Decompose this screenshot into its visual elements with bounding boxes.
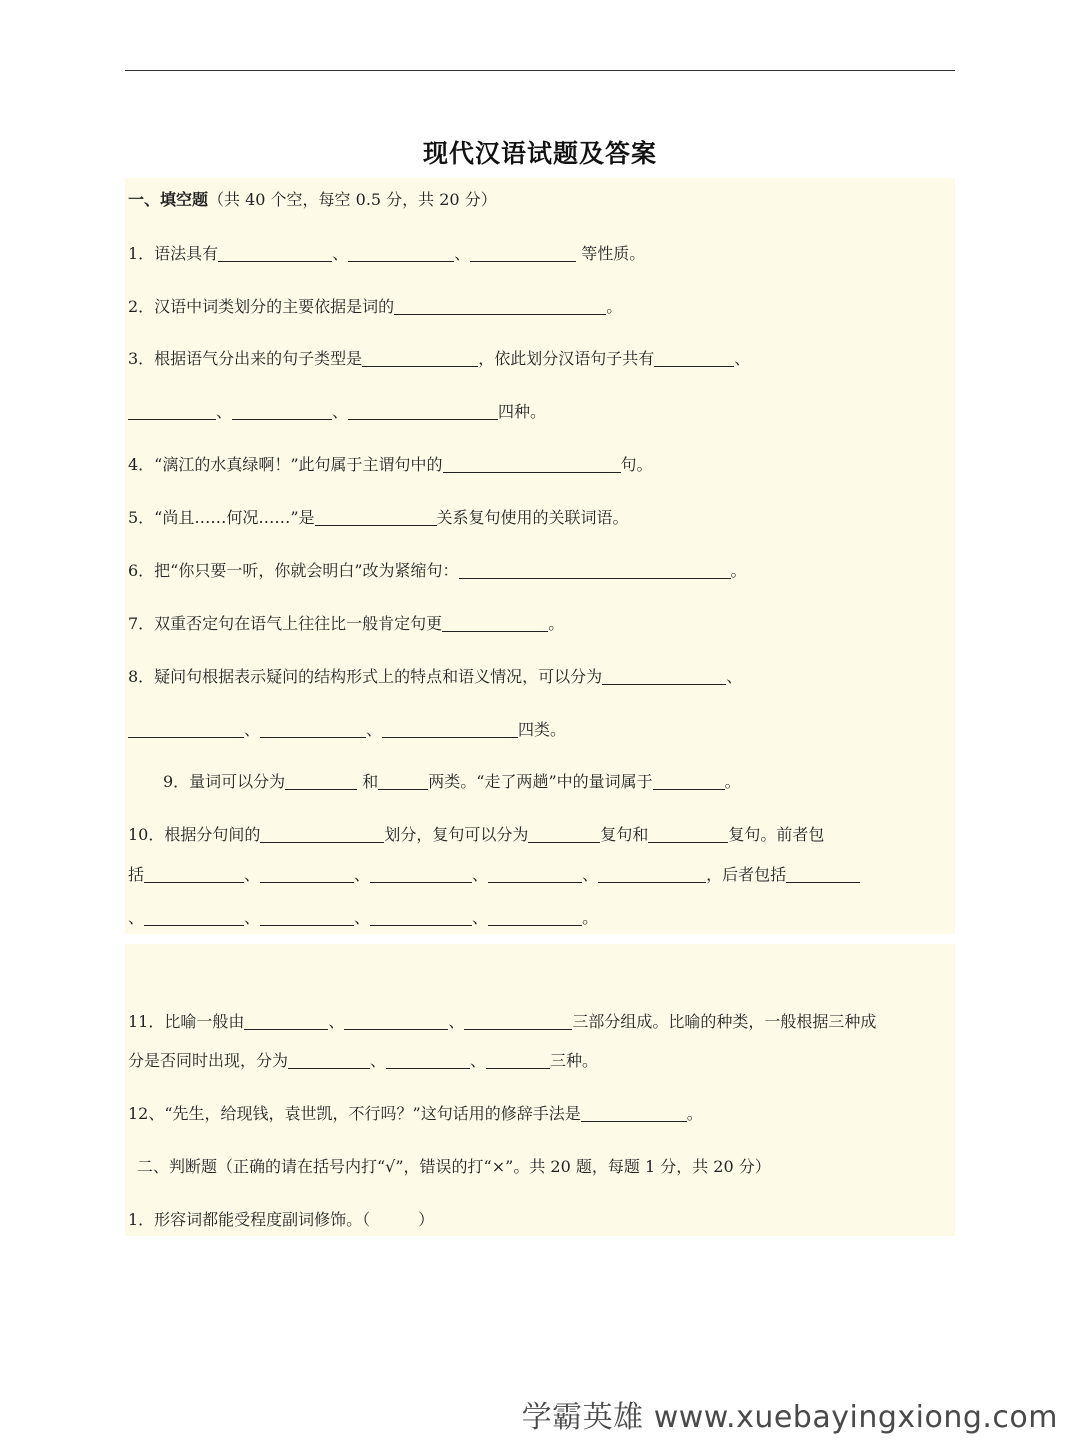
answer-blank[interactable] xyxy=(464,1012,572,1030)
question-text: 和 xyxy=(357,772,379,791)
answer-blank[interactable] xyxy=(285,772,357,790)
question-text: 。 xyxy=(730,561,747,580)
separator: 、 xyxy=(332,244,349,263)
answer-blank[interactable] xyxy=(386,1051,470,1069)
question-12 xyxy=(128,1101,703,1124)
separator: 、 xyxy=(328,1012,345,1031)
question-text: 复句和 xyxy=(600,825,649,844)
question-8-cont xyxy=(128,717,566,740)
answer-blank[interactable] xyxy=(442,614,548,632)
answer-blank[interactable] xyxy=(232,402,332,420)
question-text: 1．语法具有 xyxy=(128,244,219,263)
answer-blank[interactable] xyxy=(581,1104,687,1122)
answer-blank[interactable] xyxy=(144,865,244,883)
answer-blank[interactable] xyxy=(382,720,518,738)
answer-blank[interactable] xyxy=(394,297,606,315)
question-6 xyxy=(128,558,747,581)
separator: 、 xyxy=(472,908,489,927)
watermark: 学霸英雄 www.xuebayingxiong.com xyxy=(521,1400,1058,1435)
question-text: 。 xyxy=(686,1104,703,1123)
separator: 、 xyxy=(244,720,261,739)
answer-blank[interactable] xyxy=(488,908,582,926)
answer-blank[interactable] xyxy=(315,508,437,526)
question-text: ，后者包括 xyxy=(706,865,787,884)
question-8 xyxy=(128,664,742,687)
question-text: 。 xyxy=(548,614,565,633)
separator: 、 xyxy=(454,244,471,263)
question-text: ，依此划分汉语句子共有 xyxy=(478,349,655,368)
question-text: 11．比喻一般由 xyxy=(128,1012,245,1031)
question-3-cont xyxy=(128,399,546,422)
question-text: 5．“尚且……何况……”是 xyxy=(128,508,315,527)
question-text: 划分，复句可以分为 xyxy=(384,825,529,844)
answer-blank[interactable] xyxy=(362,349,478,367)
answer-blank[interactable] xyxy=(260,908,354,926)
question-text: 四种。 xyxy=(498,402,547,421)
question-11-cont xyxy=(128,1048,598,1071)
answer-blank[interactable] xyxy=(370,908,472,926)
separator: 、 xyxy=(726,667,743,686)
answer-blank[interactable] xyxy=(654,349,734,367)
question-2 xyxy=(128,294,622,317)
question-text: 8．疑问句根据表示疑问的结构形式上的特点和语义情况，可以分为 xyxy=(128,667,603,686)
answer-blank[interactable] xyxy=(348,244,454,262)
fill-in-panel xyxy=(125,178,955,934)
section-heading-true-false: 二、判断题（正确的请在括号内打“√”，错误的打“×”。共 20 题，每题 1 分，共 20 分） xyxy=(137,1157,771,1176)
question-4 xyxy=(128,452,653,475)
separator: 、 xyxy=(244,865,261,884)
section-note: （共 40 个空，每空 0.5 分，共 20 分） xyxy=(208,190,497,209)
separator: 、 xyxy=(244,908,261,927)
question-text: 3．根据语气分出来的句子类型是 xyxy=(128,349,363,368)
separator: 、 xyxy=(734,349,751,368)
question-text: 6．把“你只要一听，你就会明白”改为紧缩句： xyxy=(128,561,459,580)
question-5 xyxy=(128,505,629,528)
section-title: 一、填空题 xyxy=(128,190,209,209)
question-10-cont xyxy=(128,862,860,885)
question-11 xyxy=(128,1009,876,1032)
answer-blank[interactable] xyxy=(260,720,366,738)
section-heading-fill-in xyxy=(128,187,497,210)
answer-blank[interactable] xyxy=(260,865,354,883)
answer-blank[interactable] xyxy=(128,402,216,420)
separator: 、 xyxy=(354,865,371,884)
question-text: 括 xyxy=(128,865,145,884)
answer-blank[interactable] xyxy=(288,1051,370,1069)
judgment-question-1: 1．形容词都能受程度副词修饰。（ ） xyxy=(128,1210,435,1229)
answer-blank[interactable] xyxy=(144,908,244,926)
separator: 、 xyxy=(332,402,349,421)
question-text: 10．根据分句间的 xyxy=(128,825,261,844)
question-text: 4．“漓江的水真绿啊！”此句属于主谓句中的 xyxy=(128,455,443,474)
question-7 xyxy=(128,611,564,634)
answer-blank[interactable] xyxy=(648,825,728,843)
question-text: 等性质。 xyxy=(576,244,646,263)
answer-blank[interactable] xyxy=(459,561,731,579)
question-text: 三部分组成。比喻的种类，一般根据三种成 xyxy=(572,1012,877,1031)
separator: 、 xyxy=(366,720,383,739)
page-title: 现代汉语试题及答案 xyxy=(422,139,657,168)
question-text: 四类。 xyxy=(518,720,567,739)
question-text: 三种。 xyxy=(550,1051,599,1070)
answer-blank[interactable] xyxy=(528,825,600,843)
answer-blank[interactable] xyxy=(344,1012,448,1030)
separator: 、 xyxy=(470,1051,487,1070)
separator: 、 xyxy=(216,402,233,421)
answer-blank[interactable] xyxy=(128,720,244,738)
separator: 、 xyxy=(448,1012,465,1031)
answer-blank[interactable] xyxy=(786,865,860,883)
question-text: 9．量词可以分为 xyxy=(163,772,286,791)
question-3 xyxy=(128,346,750,369)
separator: 、 xyxy=(370,1051,387,1070)
answer-blank[interactable] xyxy=(470,244,576,262)
question-9 xyxy=(163,769,741,792)
question-text: 复句。前者包 xyxy=(728,825,825,844)
answer-blank[interactable] xyxy=(602,667,726,685)
answer-blank[interactable] xyxy=(378,772,428,790)
question-text: 。 xyxy=(606,297,623,316)
separator: 、 xyxy=(582,865,599,884)
answer-blank[interactable] xyxy=(653,772,725,790)
header-rule xyxy=(125,70,955,71)
question-10-cont2 xyxy=(128,905,598,928)
question-text: 分是否同时出现，分为 xyxy=(128,1051,289,1070)
question-10 xyxy=(128,822,824,845)
answer-blank[interactable] xyxy=(370,865,472,883)
question-1 xyxy=(128,241,645,264)
question-text: 两类。“走了两趟”中的量词属于 xyxy=(428,772,653,791)
question-text: 关系复句使用的关联词语。 xyxy=(436,508,629,527)
separator: 、 xyxy=(128,908,145,927)
answer-blank[interactable] xyxy=(486,1051,550,1069)
separator: 、 xyxy=(354,908,371,927)
question-text: 。 xyxy=(724,772,741,791)
answer-blank[interactable] xyxy=(218,244,332,262)
question-text: 12、“先生，给现钱，袁世凯，不行吗？”这句话用的修辞手法是 xyxy=(128,1104,581,1123)
answer-blank[interactable] xyxy=(598,865,706,883)
separator: 、 xyxy=(472,865,489,884)
question-text: 2．汉语中词类划分的主要依据是词的 xyxy=(128,297,395,316)
answer-blank[interactable] xyxy=(260,825,384,843)
question-text: 句。 xyxy=(620,455,653,474)
question-text: 7．双重否定句在语气上往往比一般肯定句更 xyxy=(128,614,443,633)
answer-blank[interactable] xyxy=(443,455,621,473)
question-text: 。 xyxy=(582,908,599,927)
answer-blank[interactable] xyxy=(488,865,582,883)
continuation-panel xyxy=(125,944,955,1236)
answer-blank[interactable] xyxy=(348,402,498,420)
answer-blank[interactable] xyxy=(244,1012,328,1030)
